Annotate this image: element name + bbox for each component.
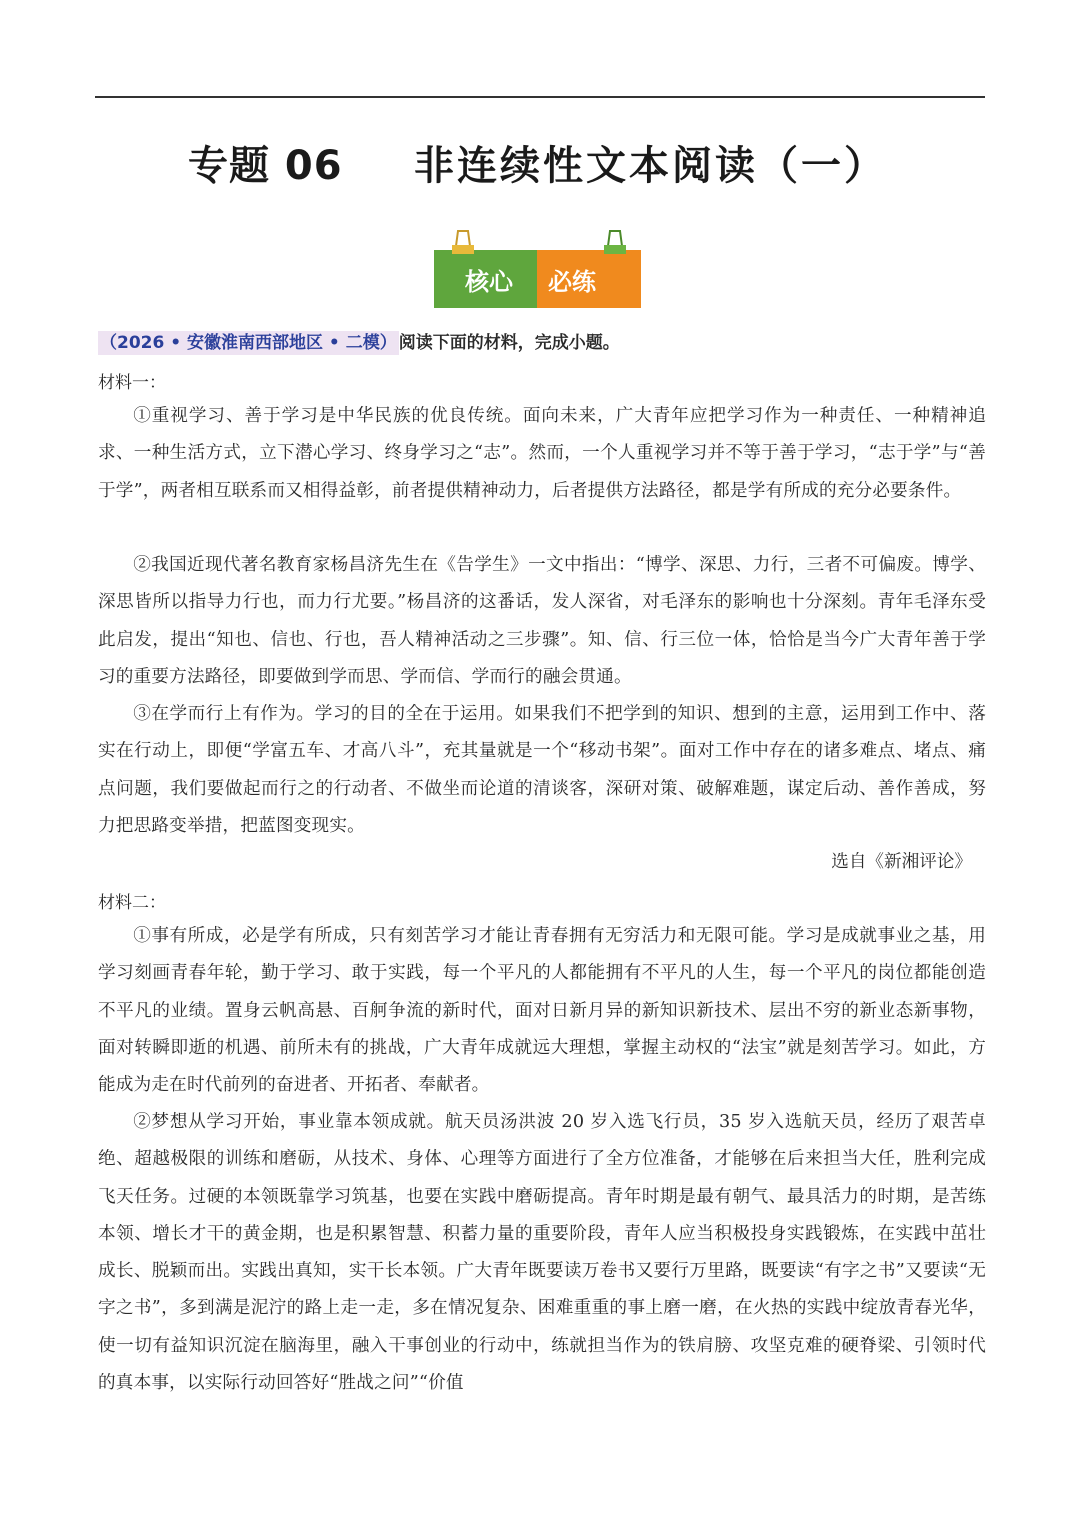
material-1-paragraph-1: ①重视学习、善于学习是中华民族的优良传统。面向未来，广大青年应把学习作为一种责任、一种精神追求、一种生活方式，立下潜心学习、终身学习之“志”。然而，一个人重视学习并不等于善于学习，“志于学”与“善于学”，两者相互联系而又相得益彰，前者提供精神动力，后者提供方法路径，都是学有所成的充分必要条件。 — [98, 406, 986, 501]
material-1-paragraph-3: ③在学而行上有作为。学习的目的全在于运用。如果我们不把学到的知识、想到的主意，运用到工作中、落实在行动上，即便“学富五车、才高八斗”，充其量就是一个“移动书架”。面对工作中存在的诸多难点、堵点、痛点问题，我们要做起而行之的行动者、不做坐而论道的清谈客，深研对策、破解难题，谋定后动、善作善成，努力把思路变举措，把蓝图变现实。 — [98, 704, 986, 836]
material-2-paragraph-1: ①事有所成，必是学有所成，只有刻苦学习才能让青春拥有无穷活力和无限可能。学习是成就事业之基，用学习刻画青春年轮，勤于学习、敢于实践，每一个平凡的人都能拥有不平凡的人生，每一个平凡的岗位都能创造不平凡的业绩。置身云帆高悬、百舸争流的新时代，面对日新月异的新知识新技术、层出不穷的新业态新事物，面对转瞬即逝的机遇、前所未有的挑战，广大青年成就远大理想，掌握主动权的“法宝”就是刻苦学习。如此，方能成为走在时代前列的奋进者、开拓者、奉献者。 — [98, 926, 986, 1096]
question-instruction: 阅读下面的材料，完成小题。 — [398, 333, 620, 353]
badge-left-label: 核心 — [465, 268, 513, 296]
topic-title: 非连续性文本阅读（一） — [414, 143, 887, 189]
badge-right-label: 必练 — [548, 268, 596, 296]
binder-clip-icon — [450, 228, 476, 254]
material-2-paragraph-2: ②梦想从学习开始，事业靠本领成就。航天员汤洪波 20 岁入选飞行员，35 岁入选航天员，经历了艰苦卓绝、超越极限的训练和磨砺，从技术、身体、心理等方面进行了全方位准备，才能够在后来担当大任，胜利完成飞天任务。过硬的本领既靠学习筑基，也要在实践中磨砺提高。青年时期是最有朝气、最具活力的时期，是苦练本领、增长才干的黄金期，也是积累智慧、积蓄力量的重要阶段，青年人应当积极投身实践锻炼，在实践中茁壮成长、脱颖而出。实践出真知，实干长本领。广大青年既要读万卷书又要行万里路，既要读“有字之书”又要读“无字之书”，多到满是泥泞的路上走一走，多在情况复杂、困难重重的事上磨一磨，在火热的实践中绽放青春光华，使一切有益知识沉淀在脑海里，融入干事创业的行动中，练就担当作为的铁肩膀、攻坚克难的硬脊梁、引领时代的真本事，以实际行动回答好“胜战之问”“价值 — [98, 1112, 986, 1394]
source-tag: （2026 • 安徽淮南西部地区 • 二模） — [100, 333, 397, 353]
material-2-heading: 材料二： — [98, 893, 166, 913]
core-practice-badge — [434, 250, 641, 308]
top-rule — [95, 96, 985, 98]
binder-clip-icon — [602, 228, 628, 254]
material-1-heading: 材料一： — [98, 373, 166, 393]
topic-number: 专题 06 — [188, 143, 343, 189]
question-header — [98, 330, 620, 356]
material-1-citation: 选自《新湘评论》 — [831, 852, 972, 872]
page-title — [0, 134, 1080, 194]
material-1-paragraph-2: ②我国近现代著名教育家杨昌济先生在《告学生》一文中指出：“博学、深思、力行，三者不可偏废。博学、深思皆所以指导力行也，而力行尤要。”杨昌济的这番话，发人深省，对毛泽东的影响也十分深刻。青年毛泽东受此启发，提出“知也、信也、行也，吾人精神活动之三步骤”。知、信、行三位一体，恰恰是当今广大青年善于学习的重要方法路径，即要做到学而思、学而信、学而行的融会贯通。 — [98, 555, 986, 687]
